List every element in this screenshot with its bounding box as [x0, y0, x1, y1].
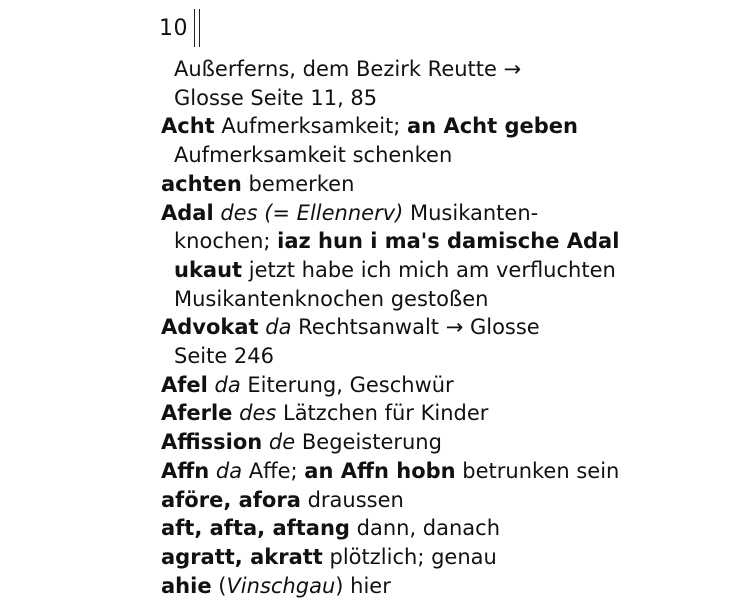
- definition: Affe;: [242, 458, 305, 483]
- definition: bemerken: [241, 171, 355, 196]
- double-rule-divider: [194, 9, 200, 47]
- region-label: Vinschgau: [226, 573, 336, 598]
- definition: Rechtsanwalt → Glosse: [291, 315, 540, 340]
- entry-continuation: [161, 55, 721, 84]
- definition: Lätzchen für Kinder: [276, 401, 489, 426]
- headword: Affission: [161, 430, 263, 455]
- phrase: ukaut: [174, 257, 243, 282]
- definition: Musikantenknochen gestoßen: [174, 286, 489, 311]
- definition: draussen: [300, 487, 404, 512]
- entry-acht: [161, 112, 721, 141]
- phrase: an Acht geben: [407, 114, 578, 139]
- entry-achten: [161, 170, 721, 199]
- article: de: [262, 430, 296, 455]
- entry-continuation: [161, 256, 721, 285]
- definition: Aufmerksamkeit schenken: [174, 143, 453, 168]
- entry-affn: [161, 457, 721, 486]
- definition: dann, danach: [349, 516, 501, 541]
- page-number: 10: [159, 15, 188, 41]
- entry-afoere: [161, 486, 721, 515]
- entry-aft: [161, 514, 721, 543]
- definition: knochen;: [174, 229, 278, 254]
- entry-affission: [161, 428, 721, 457]
- definition: ) hier: [335, 573, 391, 598]
- definition: betrunken sein: [455, 458, 620, 483]
- article: da: [258, 315, 292, 340]
- definition: Eiterung, Geschwür: [240, 372, 454, 397]
- entry-advokat: [161, 313, 721, 342]
- entry-adal: [161, 199, 721, 228]
- entry-afel: [161, 371, 721, 400]
- entry-continuation: [161, 141, 721, 170]
- headword: achten: [161, 171, 242, 196]
- headword: agratt, akratt: [161, 544, 323, 569]
- definition: Aufmerksamkeit;: [214, 114, 408, 139]
- article: da: [209, 458, 243, 483]
- page-header: [159, 6, 200, 50]
- entry-agratt: [161, 543, 721, 572]
- entry-continuation: [161, 285, 721, 314]
- headword: Advokat: [161, 315, 259, 340]
- definition: Begeisterung: [295, 430, 442, 455]
- definition: plötzlich; genau: [322, 544, 497, 569]
- definition: (: [211, 573, 227, 598]
- entry-continuation: [161, 84, 721, 113]
- headword: Acht: [161, 114, 215, 139]
- headword: Adal: [161, 200, 214, 225]
- article: des: [232, 401, 277, 426]
- entry-text: Außerferns, dem Bezirk Reutte →: [174, 57, 522, 81]
- entry-list: [161, 55, 721, 600]
- headword: aföre, afora: [161, 487, 301, 512]
- phrase: an Affn hobn: [304, 458, 456, 483]
- definition: Musikanten-: [403, 200, 539, 225]
- phrase: iaz hun i ma's damische Adal: [277, 229, 620, 254]
- entry-text: Glosse Seite 11, 85: [174, 85, 378, 110]
- entry-continuation: [161, 227, 721, 256]
- article: des: [213, 200, 258, 225]
- definition: Seite 246: [174, 344, 274, 369]
- article: da: [207, 372, 241, 397]
- headword: Affn: [161, 458, 210, 483]
- entry-aferle: [161, 399, 721, 428]
- headword: aft, afta, aftang: [161, 516, 350, 541]
- headword: Aferle: [161, 401, 233, 426]
- gloss: (= Ellennerv): [257, 200, 404, 225]
- headword: Afel: [161, 372, 208, 397]
- entry-ahie: [161, 572, 721, 600]
- headword: ahie: [161, 573, 212, 598]
- entry-continuation: [161, 342, 721, 371]
- definition: jetzt habe ich mich am verfluchten: [242, 257, 616, 282]
